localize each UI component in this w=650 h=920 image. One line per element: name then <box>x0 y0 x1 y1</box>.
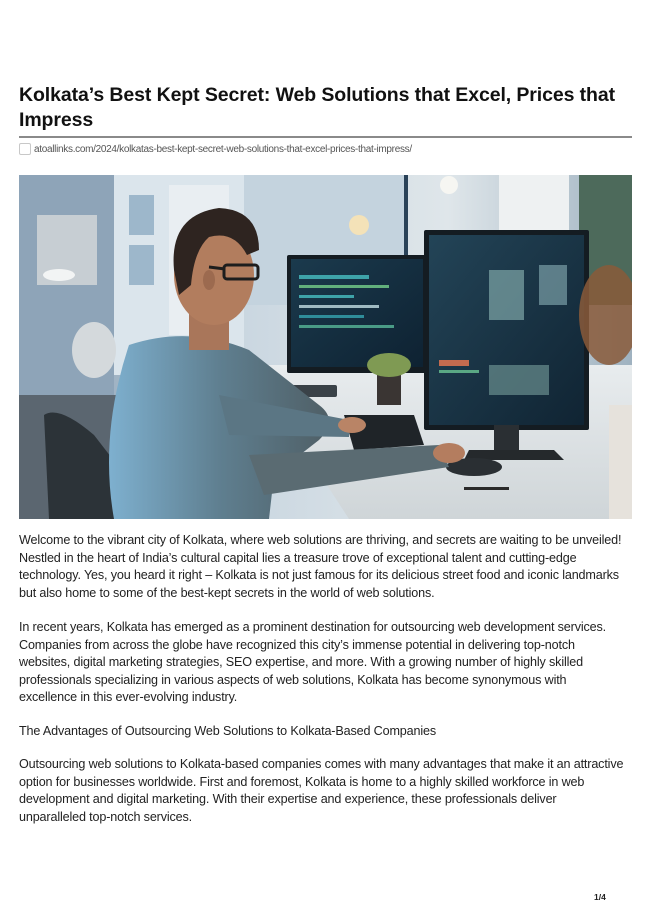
section-subheading: The Advantages of Outsourcing Web Solutions to Kolkata-Based Companies <box>19 724 437 738</box>
source-url-link[interactable]: atoallinks.com/2024/kolkatas-best-kept-secret-web-solutions-that-excel-prices-that-impress/ <box>34 143 412 155</box>
source-url-row <box>19 142 412 156</box>
photo-icon <box>19 175 632 519</box>
intro-paragraph: Welcome to the vibrant city of Kolkata, where web solutions are thriving, and secrets are waiting to be unveiled! Nestled in the heart of India’s cultural capital lies a treasure trove of exceptional talent and cutting-edge technology. Yes, you heard it right – Kolkata is not just famous for its delicious street food and iconic landmarks but also home to some of the best-kept secrets in the world of web solutions. <box>19 533 622 600</box>
recent-years-paragraph: In recent years, Kolkata has emerged as a prominent destination for outsourcing web development services. Companies from across the globe have recognized this city’s immense potential in delivering top-notch websites, digital marketing strategies, SEO expertise, and more. With a growing number of highly skilled professionals specializing in various aspects of web solutions, Kolkata has become synonymous with excellence in this ever-evolving industry. <box>19 620 606 705</box>
hero-image <box>19 175 632 519</box>
page-indicator: 1/4 <box>594 892 606 902</box>
link-checkbox-icon <box>19 143 31 155</box>
title-divider <box>19 136 632 138</box>
article-title: Kolkata’s Best Kept Secret: Web Solutions that Excel, Prices that Impress <box>19 84 616 131</box>
advantages-paragraph: Outsourcing web solutions to Kolkata-based companies comes with many advantages that make it an attractive option for businesses worldwide. First and foremost, Kolkata is home to a highly skilled workforce in web development and digital marketing. With their expertise and experience, these professionals deliver unparalleled top-notch services. <box>19 757 624 824</box>
